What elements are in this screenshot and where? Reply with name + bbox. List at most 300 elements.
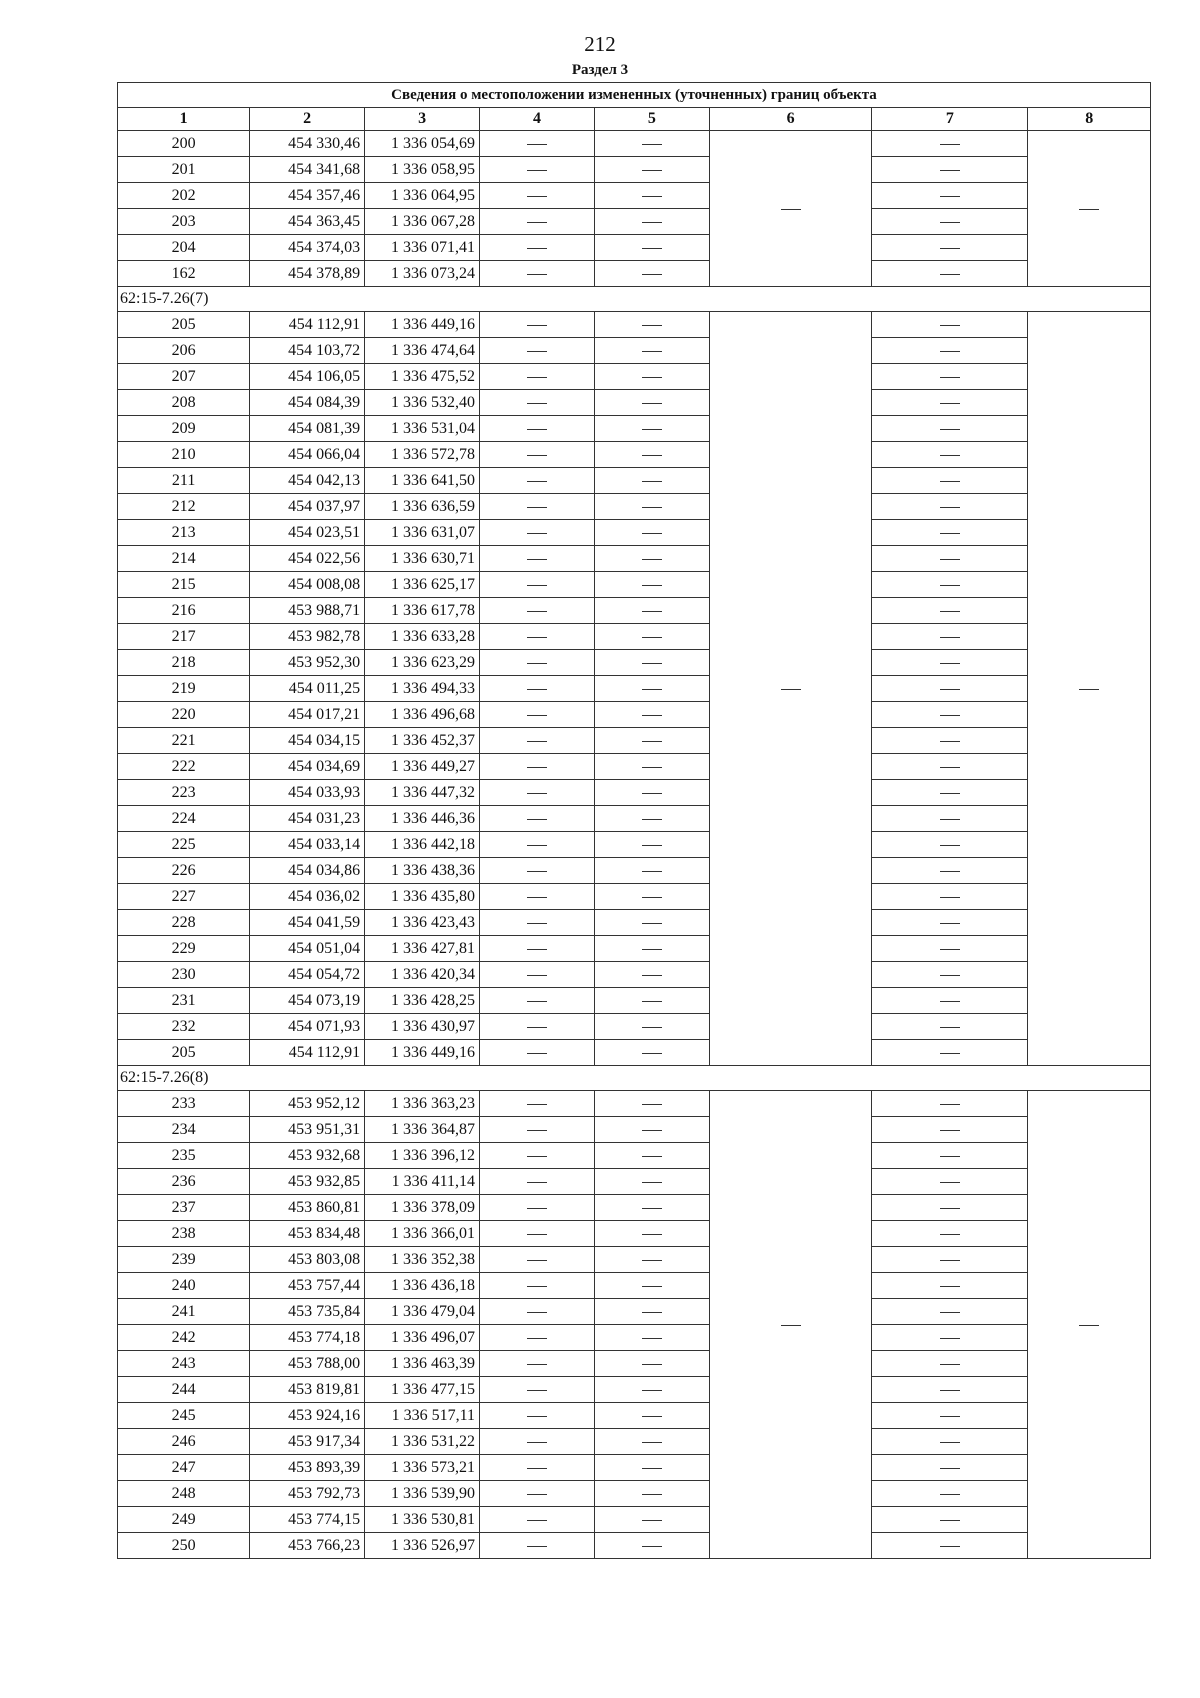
y-coordinate-cell: 1 336 573,21 (365, 1455, 480, 1481)
empty-value-cell (480, 1195, 595, 1221)
dash-mark (527, 403, 547, 404)
dash-mark (642, 196, 662, 197)
dash-mark (642, 793, 662, 794)
empty-value-cell (594, 520, 709, 546)
table-row (118, 1377, 1151, 1403)
point-number-cell: 230 (118, 962, 250, 988)
point-number-cell: 207 (118, 364, 250, 390)
dash-mark (642, 248, 662, 249)
dash-mark (527, 1364, 547, 1365)
empty-value-cell (872, 1533, 1028, 1559)
y-coordinate-cell: 1 336 496,68 (365, 702, 480, 728)
column-number: 5 (594, 108, 709, 131)
empty-value-cell (872, 494, 1028, 520)
point-number-cell: 205 (118, 312, 250, 338)
x-coordinate-cell: 453 952,12 (250, 1091, 365, 1117)
dash-mark (642, 1312, 662, 1313)
point-number-cell: 227 (118, 884, 250, 910)
point-number-cell: 206 (118, 338, 250, 364)
point-number-cell: 237 (118, 1195, 250, 1221)
empty-value-cell (480, 1507, 595, 1533)
empty-value-cell (872, 1091, 1028, 1117)
empty-value-cell (480, 183, 595, 209)
empty-value-cell (872, 1455, 1028, 1481)
empty-value-cell (594, 1169, 709, 1195)
point-number-cell: 238 (118, 1221, 250, 1247)
y-coordinate-cell: 1 336 530,81 (365, 1507, 480, 1533)
group-label: 62:15-7.26(7) (118, 287, 1151, 312)
point-number-cell: 225 (118, 832, 250, 858)
point-number-cell: 222 (118, 754, 250, 780)
dash-mark (527, 507, 547, 508)
x-coordinate-cell: 453 735,84 (250, 1299, 365, 1325)
dash-mark (527, 637, 547, 638)
y-coordinate-cell: 1 336 364,87 (365, 1117, 480, 1143)
table-row (118, 131, 1151, 157)
x-coordinate-cell: 454 066,04 (250, 442, 365, 468)
y-coordinate-cell: 1 336 452,37 (365, 728, 480, 754)
x-coordinate-cell: 454 008,08 (250, 572, 365, 598)
empty-value-cell (872, 1247, 1028, 1273)
point-number-cell: 203 (118, 209, 250, 235)
point-number-cell: 202 (118, 183, 250, 209)
dash-mark (940, 871, 960, 872)
empty-value-cell (872, 1040, 1028, 1066)
x-coordinate-cell: 454 011,25 (250, 676, 365, 702)
x-coordinate-cell: 454 017,21 (250, 702, 365, 728)
point-number-cell: 235 (118, 1143, 250, 1169)
point-number-cell: 162 (118, 261, 250, 287)
dash-mark (940, 1468, 960, 1469)
empty-value-cell (594, 832, 709, 858)
dash-mark (1079, 209, 1099, 210)
column-number: 2 (250, 108, 365, 131)
dash-mark (940, 1182, 960, 1183)
empty-value-cell (872, 235, 1028, 261)
x-coordinate-cell: 454 106,05 (250, 364, 365, 390)
empty-value-cell (872, 1273, 1028, 1299)
dash-mark (940, 196, 960, 197)
empty-value-cell (594, 780, 709, 806)
merged-empty-cell (709, 312, 872, 1066)
empty-value-cell (594, 754, 709, 780)
dash-mark (642, 1130, 662, 1131)
dash-mark (1079, 689, 1099, 690)
empty-value-cell (480, 1143, 595, 1169)
x-coordinate-cell: 454 034,69 (250, 754, 365, 780)
empty-value-cell (480, 1040, 595, 1066)
y-coordinate-cell: 1 336 423,43 (365, 910, 480, 936)
x-coordinate-cell: 453 860,81 (250, 1195, 365, 1221)
dash-mark (940, 1494, 960, 1495)
column-number: 1 (118, 108, 250, 131)
empty-value-cell (872, 598, 1028, 624)
y-coordinate-cell: 1 336 436,18 (365, 1273, 480, 1299)
empty-value-cell (872, 1195, 1028, 1221)
dash-mark (527, 1027, 547, 1028)
table-row (118, 936, 1151, 962)
dash-mark (527, 1156, 547, 1157)
dash-mark (642, 144, 662, 145)
empty-value-cell (594, 183, 709, 209)
merged-empty-cell (1028, 131, 1151, 287)
x-coordinate-cell: 454 363,45 (250, 209, 365, 235)
point-number-cell: 218 (118, 650, 250, 676)
table-row (118, 572, 1151, 598)
dash-mark (527, 949, 547, 950)
section-title: Раздел 3 (571, 62, 629, 78)
table-row (118, 1195, 1151, 1221)
dash-mark (642, 1338, 662, 1339)
point-number-cell: 239 (118, 1247, 250, 1273)
empty-value-cell (594, 884, 709, 910)
empty-value-cell (872, 1169, 1028, 1195)
x-coordinate-cell: 453 792,73 (250, 1481, 365, 1507)
dash-mark (527, 819, 547, 820)
table-row (118, 624, 1151, 650)
x-coordinate-cell: 453 774,18 (250, 1325, 365, 1351)
empty-value-cell (872, 780, 1028, 806)
group-header-row (118, 287, 1151, 312)
dash-mark (940, 455, 960, 456)
point-number-cell: 220 (118, 702, 250, 728)
empty-value-cell (480, 858, 595, 884)
dash-mark (940, 1260, 960, 1261)
dash-mark (940, 274, 960, 275)
empty-value-cell (594, 364, 709, 390)
table-row (118, 494, 1151, 520)
point-number-cell: 226 (118, 858, 250, 884)
table-row (118, 1455, 1151, 1481)
dash-mark (642, 1364, 662, 1365)
y-coordinate-cell: 1 336 442,18 (365, 832, 480, 858)
dash-mark (940, 403, 960, 404)
y-coordinate-cell: 1 336 625,17 (365, 572, 480, 598)
y-coordinate-cell: 1 336 058,95 (365, 157, 480, 183)
dash-mark (527, 1312, 547, 1313)
dash-mark (527, 559, 547, 560)
point-number-cell: 241 (118, 1299, 250, 1325)
empty-value-cell (872, 988, 1028, 1014)
y-coordinate-cell: 1 336 428,25 (365, 988, 480, 1014)
dash-mark (940, 1104, 960, 1105)
dash-mark (642, 1520, 662, 1521)
empty-value-cell (872, 157, 1028, 183)
empty-value-cell (872, 728, 1028, 754)
empty-value-cell (872, 884, 1028, 910)
empty-value-cell (480, 364, 595, 390)
table-row (118, 910, 1151, 936)
y-coordinate-cell: 1 336 494,33 (365, 676, 480, 702)
column-number: 6 (709, 108, 872, 131)
dash-mark (940, 533, 960, 534)
dash-mark (527, 585, 547, 586)
empty-value-cell (594, 1221, 709, 1247)
x-coordinate-cell: 454 103,72 (250, 338, 365, 364)
empty-value-cell (594, 1247, 709, 1273)
empty-value-cell (594, 676, 709, 702)
dash-mark (527, 1416, 547, 1417)
y-coordinate-cell: 1 336 446,36 (365, 806, 480, 832)
point-number-cell: 205 (118, 1040, 250, 1066)
x-coordinate-cell: 454 374,03 (250, 235, 365, 261)
dash-mark (527, 1130, 547, 1131)
y-coordinate-cell: 1 336 641,50 (365, 468, 480, 494)
table-row (118, 1091, 1151, 1117)
empty-value-cell (480, 1091, 595, 1117)
y-coordinate-cell: 1 336 531,22 (365, 1429, 480, 1455)
empty-value-cell (480, 261, 595, 287)
dash-mark (642, 1104, 662, 1105)
y-coordinate-cell: 1 336 636,59 (365, 494, 480, 520)
empty-value-cell (872, 858, 1028, 884)
point-number-cell: 211 (118, 468, 250, 494)
empty-value-cell (872, 468, 1028, 494)
dash-mark (642, 1053, 662, 1054)
dash-mark (527, 455, 547, 456)
empty-value-cell (480, 1533, 595, 1559)
point-number-cell: 212 (118, 494, 250, 520)
empty-value-cell (594, 131, 709, 157)
empty-value-cell (872, 650, 1028, 676)
dash-mark (940, 377, 960, 378)
x-coordinate-cell: 453 893,39 (250, 1455, 365, 1481)
dash-mark (642, 455, 662, 456)
empty-value-cell (594, 1195, 709, 1221)
point-number-cell: 223 (118, 780, 250, 806)
dash-mark (940, 793, 960, 794)
dash-mark (940, 1156, 960, 1157)
dash-mark (642, 1442, 662, 1443)
empty-value-cell (872, 1481, 1028, 1507)
dash-mark (642, 507, 662, 508)
table-row (118, 312, 1151, 338)
empty-value-cell (480, 806, 595, 832)
dash-mark (940, 559, 960, 560)
y-coordinate-cell: 1 336 539,90 (365, 1481, 480, 1507)
dash-mark (642, 715, 662, 716)
column-number: 4 (480, 108, 595, 131)
dash-mark (940, 1442, 960, 1443)
dash-mark (527, 689, 547, 690)
dash-mark (940, 1338, 960, 1339)
point-number-cell: 208 (118, 390, 250, 416)
table-row (118, 416, 1151, 442)
dash-mark (940, 1130, 960, 1131)
dash-mark (940, 1312, 960, 1313)
empty-value-cell (480, 442, 595, 468)
x-coordinate-cell: 454 033,14 (250, 832, 365, 858)
dash-mark (527, 274, 547, 275)
dash-mark (940, 611, 960, 612)
dash-mark (527, 663, 547, 664)
y-coordinate-cell: 1 336 633,28 (365, 624, 480, 650)
dash-mark (642, 377, 662, 378)
x-coordinate-cell: 453 917,34 (250, 1429, 365, 1455)
table-row (118, 962, 1151, 988)
dash-mark (940, 949, 960, 950)
empty-value-cell (480, 702, 595, 728)
point-number-cell: 210 (118, 442, 250, 468)
empty-value-cell (480, 312, 595, 338)
x-coordinate-cell: 453 788,00 (250, 1351, 365, 1377)
empty-value-cell (594, 1299, 709, 1325)
table-row (118, 261, 1151, 287)
dash-mark (940, 351, 960, 352)
empty-value-cell (480, 676, 595, 702)
empty-value-cell (594, 1377, 709, 1403)
empty-value-cell (872, 1351, 1028, 1377)
y-coordinate-cell: 1 336 435,80 (365, 884, 480, 910)
table-row (118, 1221, 1151, 1247)
x-coordinate-cell: 454 036,02 (250, 884, 365, 910)
empty-value-cell (594, 390, 709, 416)
column-number: 7 (872, 108, 1028, 131)
empty-value-cell (872, 416, 1028, 442)
x-coordinate-cell: 454 081,39 (250, 416, 365, 442)
y-coordinate-cell: 1 336 479,04 (365, 1299, 480, 1325)
dash-mark (527, 1468, 547, 1469)
dash-mark (527, 429, 547, 430)
x-coordinate-cell: 454 041,59 (250, 910, 365, 936)
dash-mark (642, 897, 662, 898)
point-number-cell: 209 (118, 416, 250, 442)
dash-mark (940, 1286, 960, 1287)
empty-value-cell (594, 1429, 709, 1455)
empty-value-cell (594, 624, 709, 650)
table-row (118, 1507, 1151, 1533)
dash-mark (940, 325, 960, 326)
x-coordinate-cell: 453 819,81 (250, 1377, 365, 1403)
dash-mark (940, 1390, 960, 1391)
empty-value-cell (480, 832, 595, 858)
empty-value-cell (594, 1325, 709, 1351)
empty-value-cell (872, 1014, 1028, 1040)
point-number-cell: 214 (118, 546, 250, 572)
table-row (118, 1014, 1151, 1040)
point-number-cell: 217 (118, 624, 250, 650)
table-row (118, 338, 1151, 364)
dash-mark (642, 351, 662, 352)
y-coordinate-cell: 1 336 526,97 (365, 1533, 480, 1559)
dash-mark (527, 533, 547, 534)
dash-mark (642, 1390, 662, 1391)
dash-mark (940, 1520, 960, 1521)
y-coordinate-cell: 1 336 071,41 (365, 235, 480, 261)
page-number: 212 (584, 32, 616, 56)
x-coordinate-cell: 453 951,31 (250, 1117, 365, 1143)
table-row (118, 442, 1151, 468)
dash-mark (642, 274, 662, 275)
y-coordinate-cell: 1 336 438,36 (365, 858, 480, 884)
dash-mark (642, 1546, 662, 1547)
dash-mark (940, 429, 960, 430)
y-coordinate-cell: 1 336 531,04 (365, 416, 480, 442)
empty-value-cell (872, 1507, 1028, 1533)
dash-mark (642, 741, 662, 742)
empty-value-cell (594, 468, 709, 494)
point-number-cell: 245 (118, 1403, 250, 1429)
y-coordinate-cell: 1 336 496,07 (365, 1325, 480, 1351)
x-coordinate-cell: 453 952,30 (250, 650, 365, 676)
table-row (118, 1040, 1151, 1066)
table-row (118, 546, 1151, 572)
merged-empty-cell (1028, 312, 1151, 1066)
empty-value-cell (594, 728, 709, 754)
y-coordinate-cell: 1 336 617,78 (365, 598, 480, 624)
point-number-cell: 229 (118, 936, 250, 962)
empty-value-cell (480, 884, 595, 910)
empty-value-cell (872, 754, 1028, 780)
empty-value-cell (480, 1169, 595, 1195)
x-coordinate-cell: 454 378,89 (250, 261, 365, 287)
dash-mark (940, 1234, 960, 1235)
table-row (118, 1117, 1151, 1143)
dash-mark (642, 663, 662, 664)
empty-value-cell (480, 390, 595, 416)
y-coordinate-cell: 1 336 363,23 (365, 1091, 480, 1117)
dash-mark (642, 923, 662, 924)
empty-value-cell (594, 858, 709, 884)
table-row (118, 676, 1151, 702)
y-coordinate-cell: 1 336 532,40 (365, 390, 480, 416)
empty-value-cell (872, 1429, 1028, 1455)
dash-mark (527, 1520, 547, 1521)
dash-mark (527, 793, 547, 794)
empty-value-cell (594, 235, 709, 261)
empty-value-cell (594, 494, 709, 520)
point-number-cell: 224 (118, 806, 250, 832)
x-coordinate-cell: 453 932,85 (250, 1169, 365, 1195)
empty-value-cell (480, 650, 595, 676)
dash-mark (781, 689, 801, 690)
empty-value-cell (480, 1299, 595, 1325)
table-row (118, 1247, 1151, 1273)
dash-mark (527, 845, 547, 846)
y-coordinate-cell: 1 336 427,81 (365, 936, 480, 962)
empty-value-cell (872, 312, 1028, 338)
dash-mark (642, 1416, 662, 1417)
table-row (118, 884, 1151, 910)
dash-mark (642, 949, 662, 950)
empty-value-cell (480, 962, 595, 988)
table-row (118, 364, 1151, 390)
table-caption: Сведения о местоположении измененных (уточненных) границ объекта (118, 83, 1151, 108)
x-coordinate-cell: 454 071,93 (250, 1014, 365, 1040)
dash-mark (940, 585, 960, 586)
empty-value-cell (480, 1481, 595, 1507)
empty-value-cell (480, 1273, 595, 1299)
dash-mark (642, 481, 662, 482)
dash-mark (527, 897, 547, 898)
y-coordinate-cell: 1 336 630,71 (365, 546, 480, 572)
point-number-cell: 201 (118, 157, 250, 183)
empty-value-cell (480, 1247, 595, 1273)
x-coordinate-cell: 454 330,46 (250, 131, 365, 157)
dash-mark (642, 975, 662, 976)
dash-mark (527, 1338, 547, 1339)
x-coordinate-cell: 454 084,39 (250, 390, 365, 416)
y-coordinate-cell: 1 336 623,29 (365, 650, 480, 676)
dash-mark (642, 1182, 662, 1183)
dash-mark (642, 1286, 662, 1287)
point-number-cell: 242 (118, 1325, 250, 1351)
dash-mark (527, 1182, 547, 1183)
dash-mark (527, 975, 547, 976)
point-number-cell: 221 (118, 728, 250, 754)
empty-value-cell (480, 572, 595, 598)
empty-value-cell (480, 598, 595, 624)
